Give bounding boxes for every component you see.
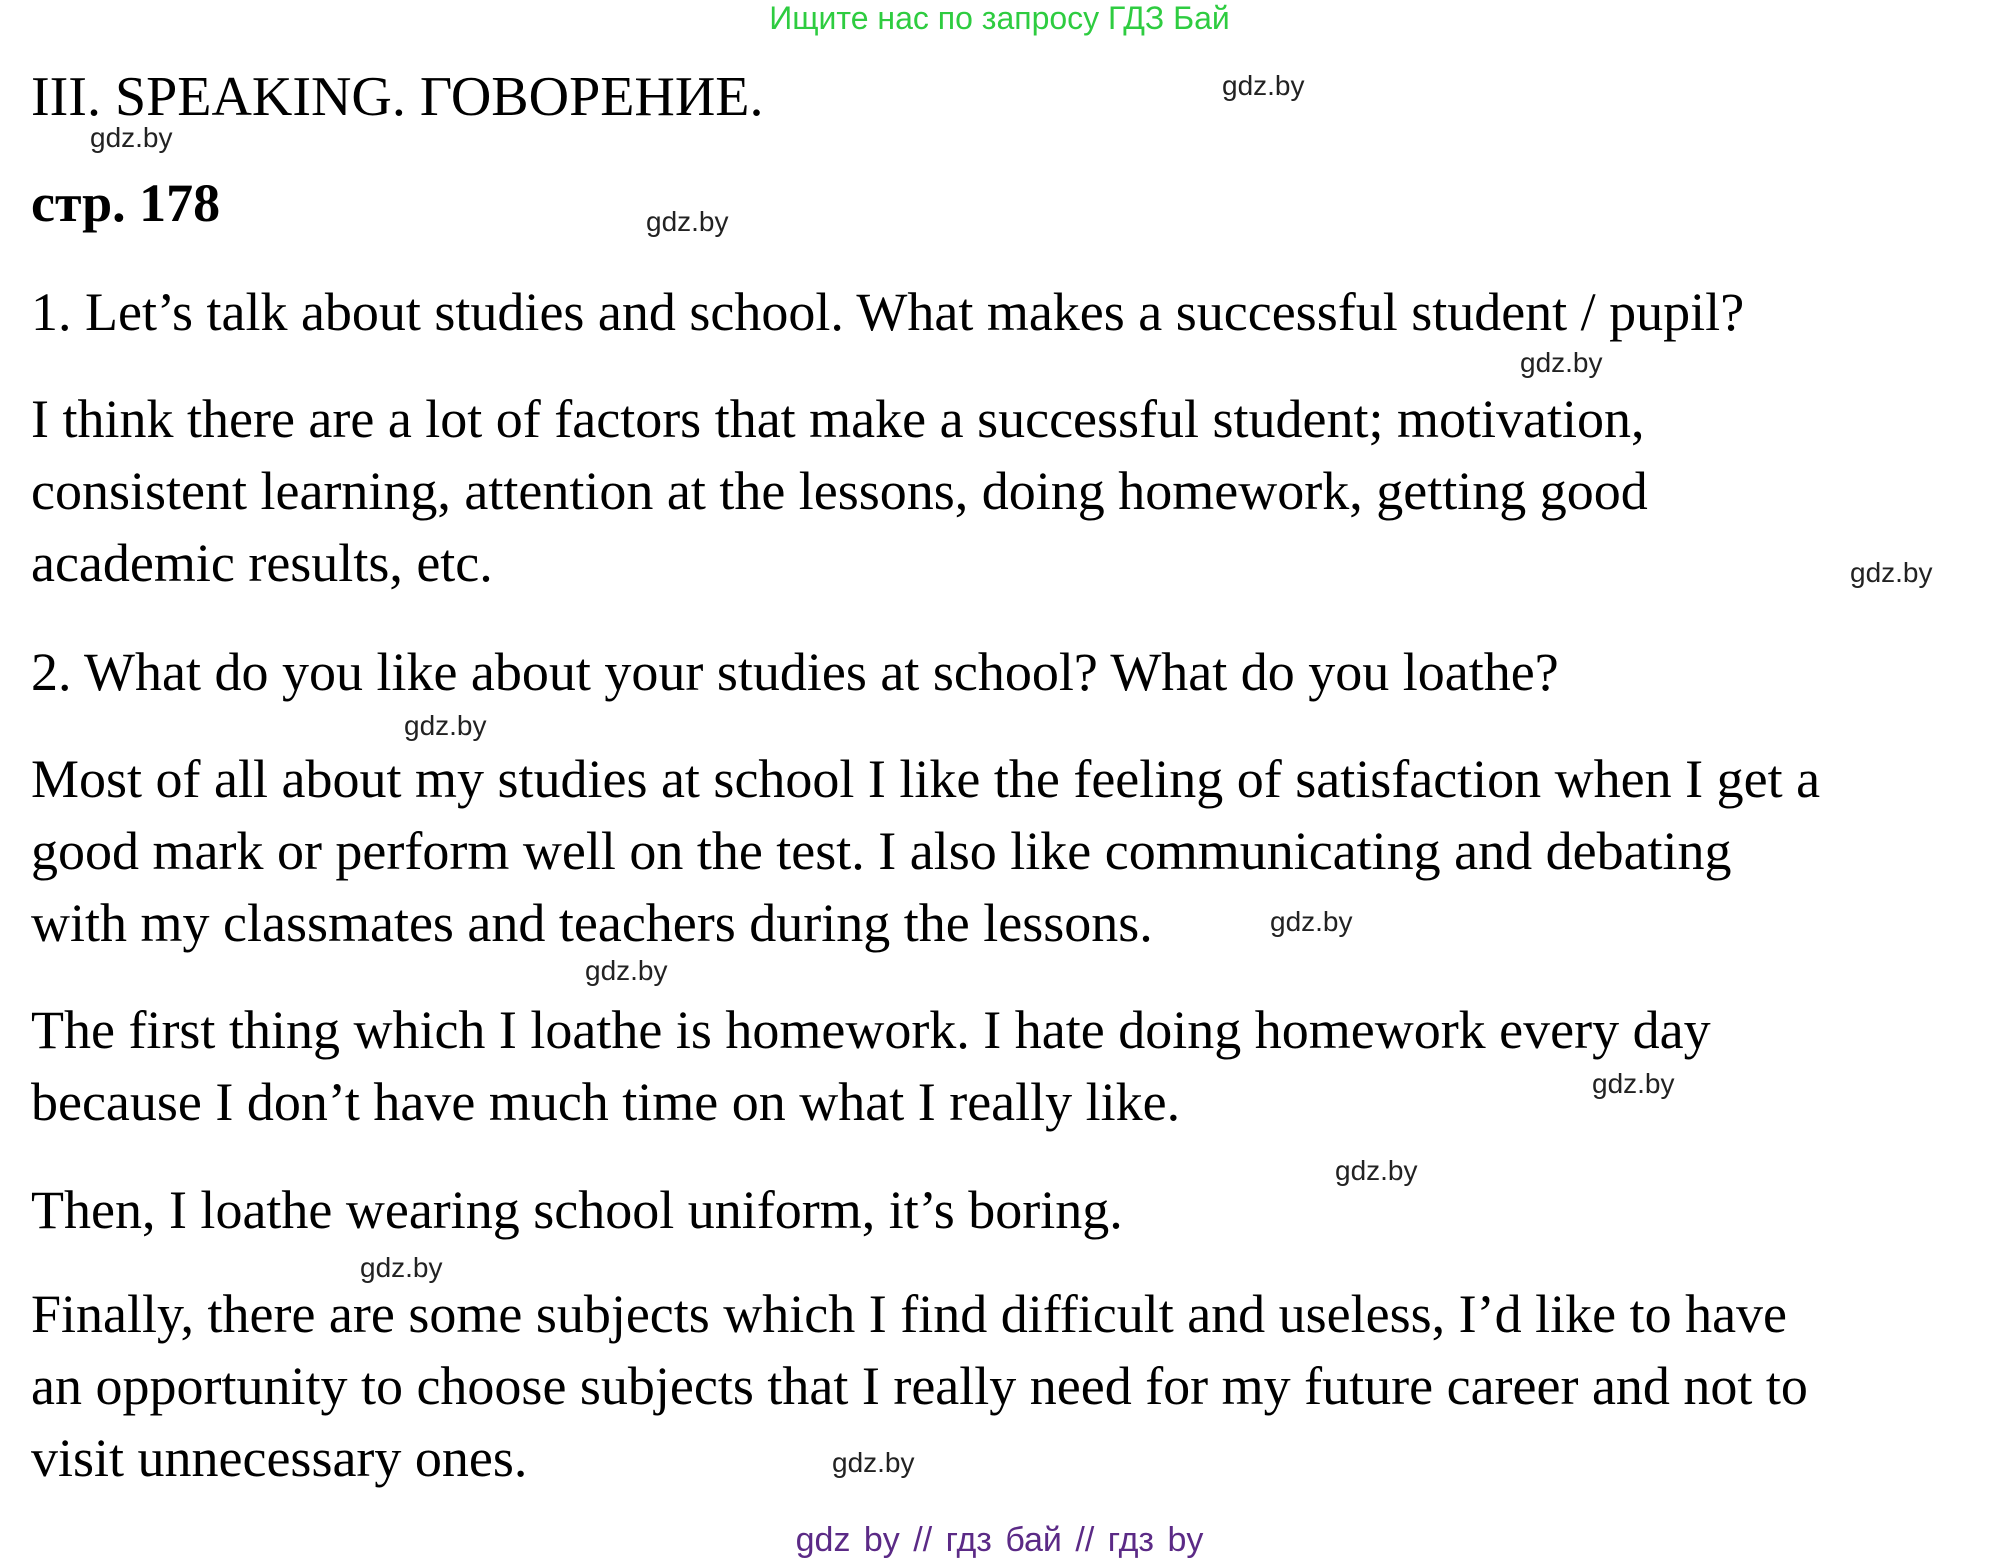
answer-2-p4-line-3: visit unnecessary ones.	[31, 1428, 528, 1488]
watermark: gdz.by	[1520, 347, 1603, 378]
watermark: gdz.by	[1335, 1155, 1418, 1186]
watermark: gdz.by	[1222, 70, 1305, 101]
watermark: gdz.by	[404, 710, 487, 741]
watermark: gdz.by	[1592, 1068, 1675, 1099]
answer-2-p1-line-1: Most of all about my studies at school I like the feeling of satisfaction when I get a	[31, 749, 1821, 809]
answer-2-p3: Then, I loathe wearing school uniform, it’s boring.	[31, 1180, 1123, 1240]
watermark: gdz.by	[646, 206, 729, 237]
answer-1-line-2: consistent learning, attention at the lessons, doing homework, getting good	[31, 461, 1648, 521]
watermark: gdz.by	[585, 955, 668, 986]
answer-2-p4-line-2: an opportunity to choose subjects that I really need for my future career and not to	[31, 1356, 1808, 1416]
search-banner: Ищите нас по запросу ГДЗ Бай	[769, 0, 1230, 36]
section-title: III. SPEAKING. ГОВОРЕНИЕ.	[31, 66, 764, 128]
watermark: gdz.by	[832, 1447, 915, 1478]
watermark: gdz.by	[360, 1252, 443, 1283]
answer-2-p1-line-3: with my classmates and teachers during the lessons.	[31, 893, 1153, 953]
answer-2-p4-line-1: Finally, there are some subjects which I find difficult and useless, I’d like to have	[31, 1284, 1788, 1344]
answer-2-p2-line-1: The first thing which I loathe is homework. I hate doing homework every day	[31, 1000, 1711, 1060]
footer-watermark: gdz by // гдз бай // гдз by	[795, 1521, 1204, 1559]
answer-1-line-1: I think there are a lot of factors that make a successful student; motivation,	[31, 389, 1645, 449]
question-1: 1. Let’s talk about studies and school. What makes a successful student / pupil?	[31, 282, 1745, 342]
page-number: стр. 178	[31, 173, 221, 233]
answer-2-p2-line-2: because I don’t have much time on what I really like.	[31, 1072, 1181, 1132]
question-2: 2. What do you like about your studies at school? What do you loathe?	[31, 642, 1559, 702]
watermark: gdz.by	[1850, 557, 1933, 588]
answer-1-line-3: academic results, etc.	[31, 533, 493, 593]
watermark: gdz.by	[1270, 906, 1353, 937]
answer-2-p1-line-2: good mark or perform well on the test. I also like communicating and debating	[31, 821, 1732, 881]
watermark: gdz.by	[90, 122, 173, 153]
